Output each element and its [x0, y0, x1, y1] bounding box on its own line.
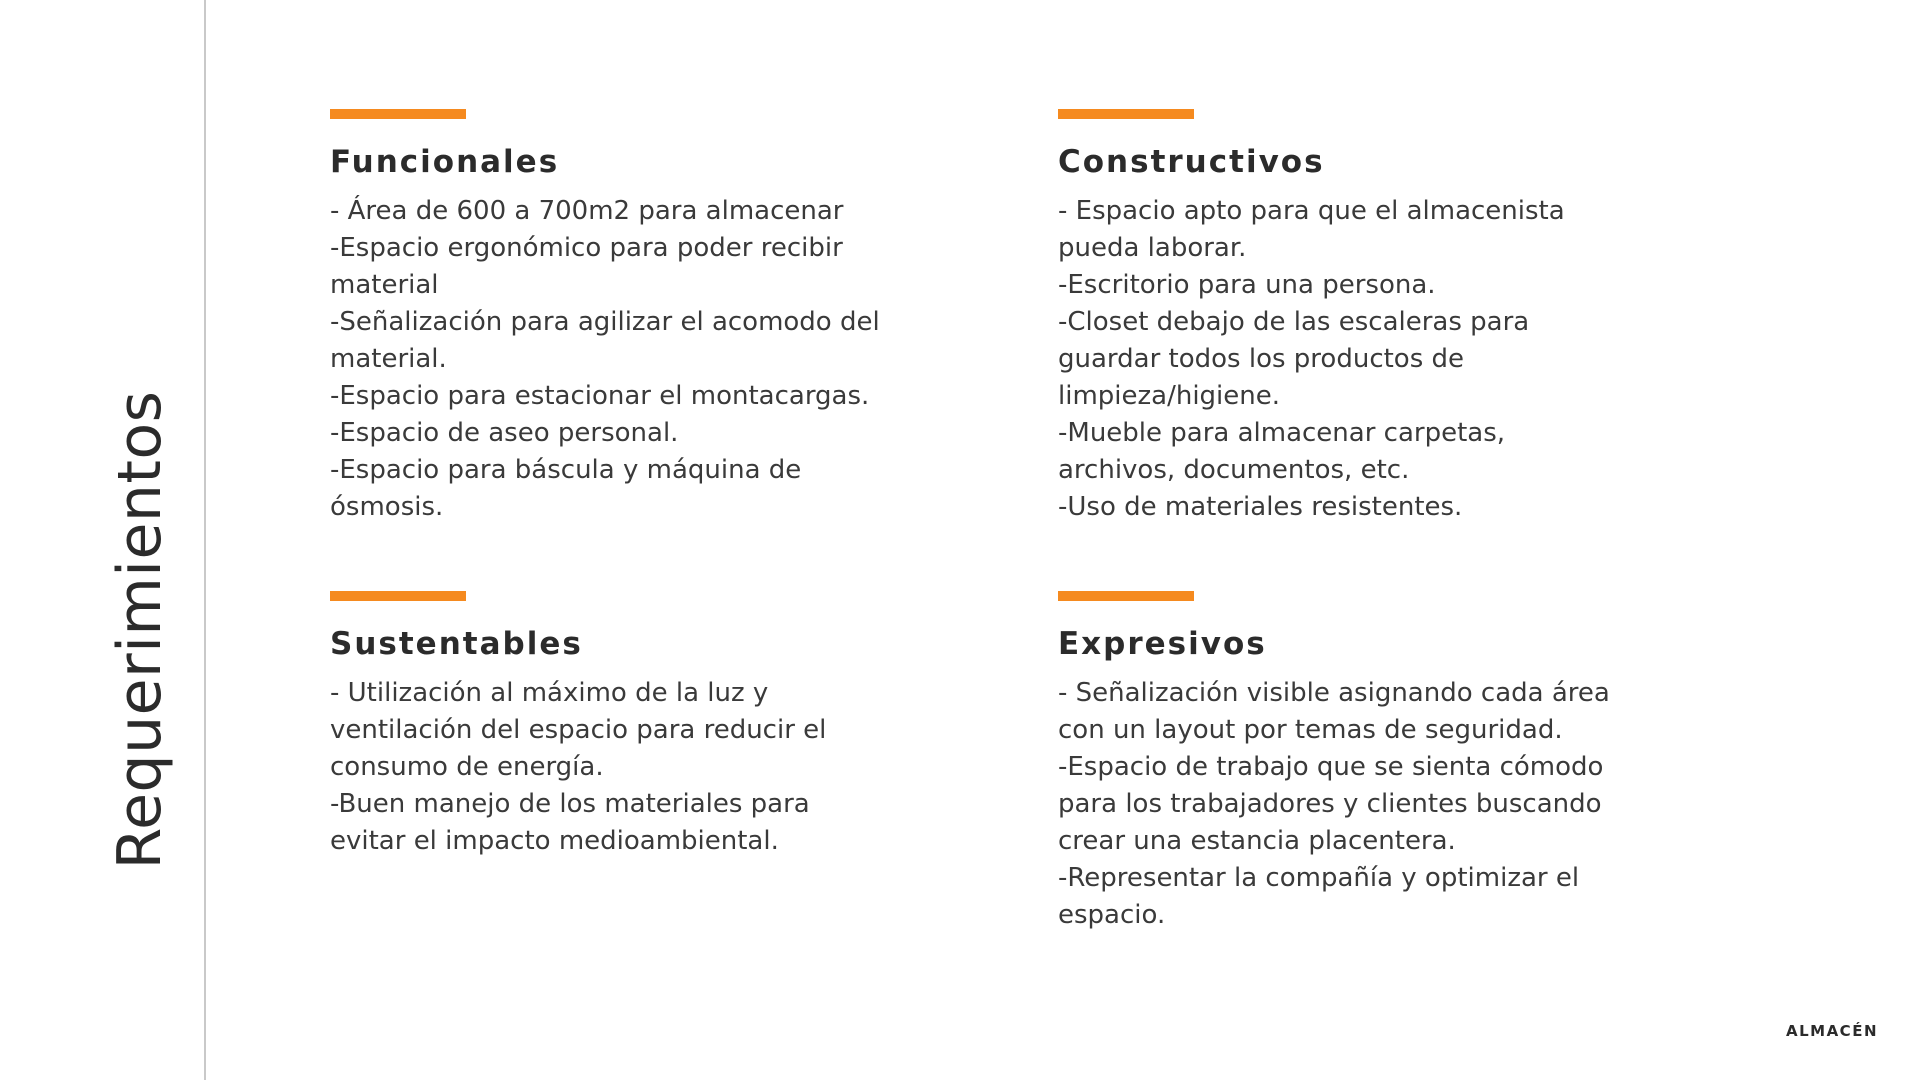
- section-title: Sustentables: [330, 626, 583, 662]
- list-item: -Mueble para almacenar carpetas, archivos, documentos, etc.: [1058, 418, 1506, 486]
- accent-bar: [1058, 591, 1194, 601]
- section-title: Funcionales: [330, 144, 560, 180]
- list-item: -Espacio de trabajo que se sienta cómodo para los trabajadores y clientes buscando crear una estancia placentera.: [1058, 752, 1604, 857]
- accent-bar: [1058, 109, 1194, 119]
- list-item: -Closet debajo de las escaleras para guardar todos los productos de limpieza/higiene.: [1058, 307, 1530, 412]
- list-item: -Espacio ergonómico para poder recibir material: [330, 233, 843, 301]
- list-item: -Buen manejo de los materiales para evitar el impacto medioambiental.: [330, 789, 810, 857]
- list-item: - Espacio apto para que el almacenista pueda laborar.: [1058, 196, 1565, 264]
- section-title: Constructivos: [1058, 144, 1325, 180]
- list-item: -Uso de materiales resistentes.: [1058, 492, 1463, 523]
- section-sustentables: [330, 591, 890, 860]
- list-item: -Señalización para agilizar el acomodo del material.: [330, 307, 880, 375]
- section-title: Expresivos: [1058, 626, 1267, 662]
- accent-bar: [330, 109, 466, 119]
- list-item: -Espacio de aseo personal.: [330, 418, 679, 449]
- list-item: -Espacio para báscula y máquina de ósmosis.: [330, 455, 802, 523]
- requirements-list: [1058, 193, 1618, 526]
- page-title: Requerimientos: [105, 390, 175, 870]
- section-expresivos: [1058, 591, 1618, 934]
- accent-bar: [330, 591, 466, 601]
- list-item: -Espacio para estacionar el montacargas.: [330, 381, 870, 412]
- list-item: - Utilización al máximo de la luz y ventilación del espacio para reducir el consumo de energía.: [330, 678, 827, 783]
- requirements-list: [330, 675, 890, 860]
- list-item: - Señalización visible asignando cada área con un layout por temas de seguridad.: [1058, 678, 1610, 746]
- requirements-list: [330, 193, 890, 526]
- section-constructivos: [1058, 109, 1618, 526]
- list-item: -Escritorio para una persona.: [1058, 270, 1436, 301]
- list-item: - Área de 600 a 700m2 para almacenar: [330, 196, 844, 227]
- section-funcionales: [330, 109, 890, 526]
- footer-label: ALMACÉN: [1785, 1022, 1878, 1040]
- list-item: -Representar la compañía y optimizar el espacio.: [1058, 863, 1580, 931]
- left-divider-line: [204, 0, 206, 1080]
- requirements-list: [1058, 675, 1618, 934]
